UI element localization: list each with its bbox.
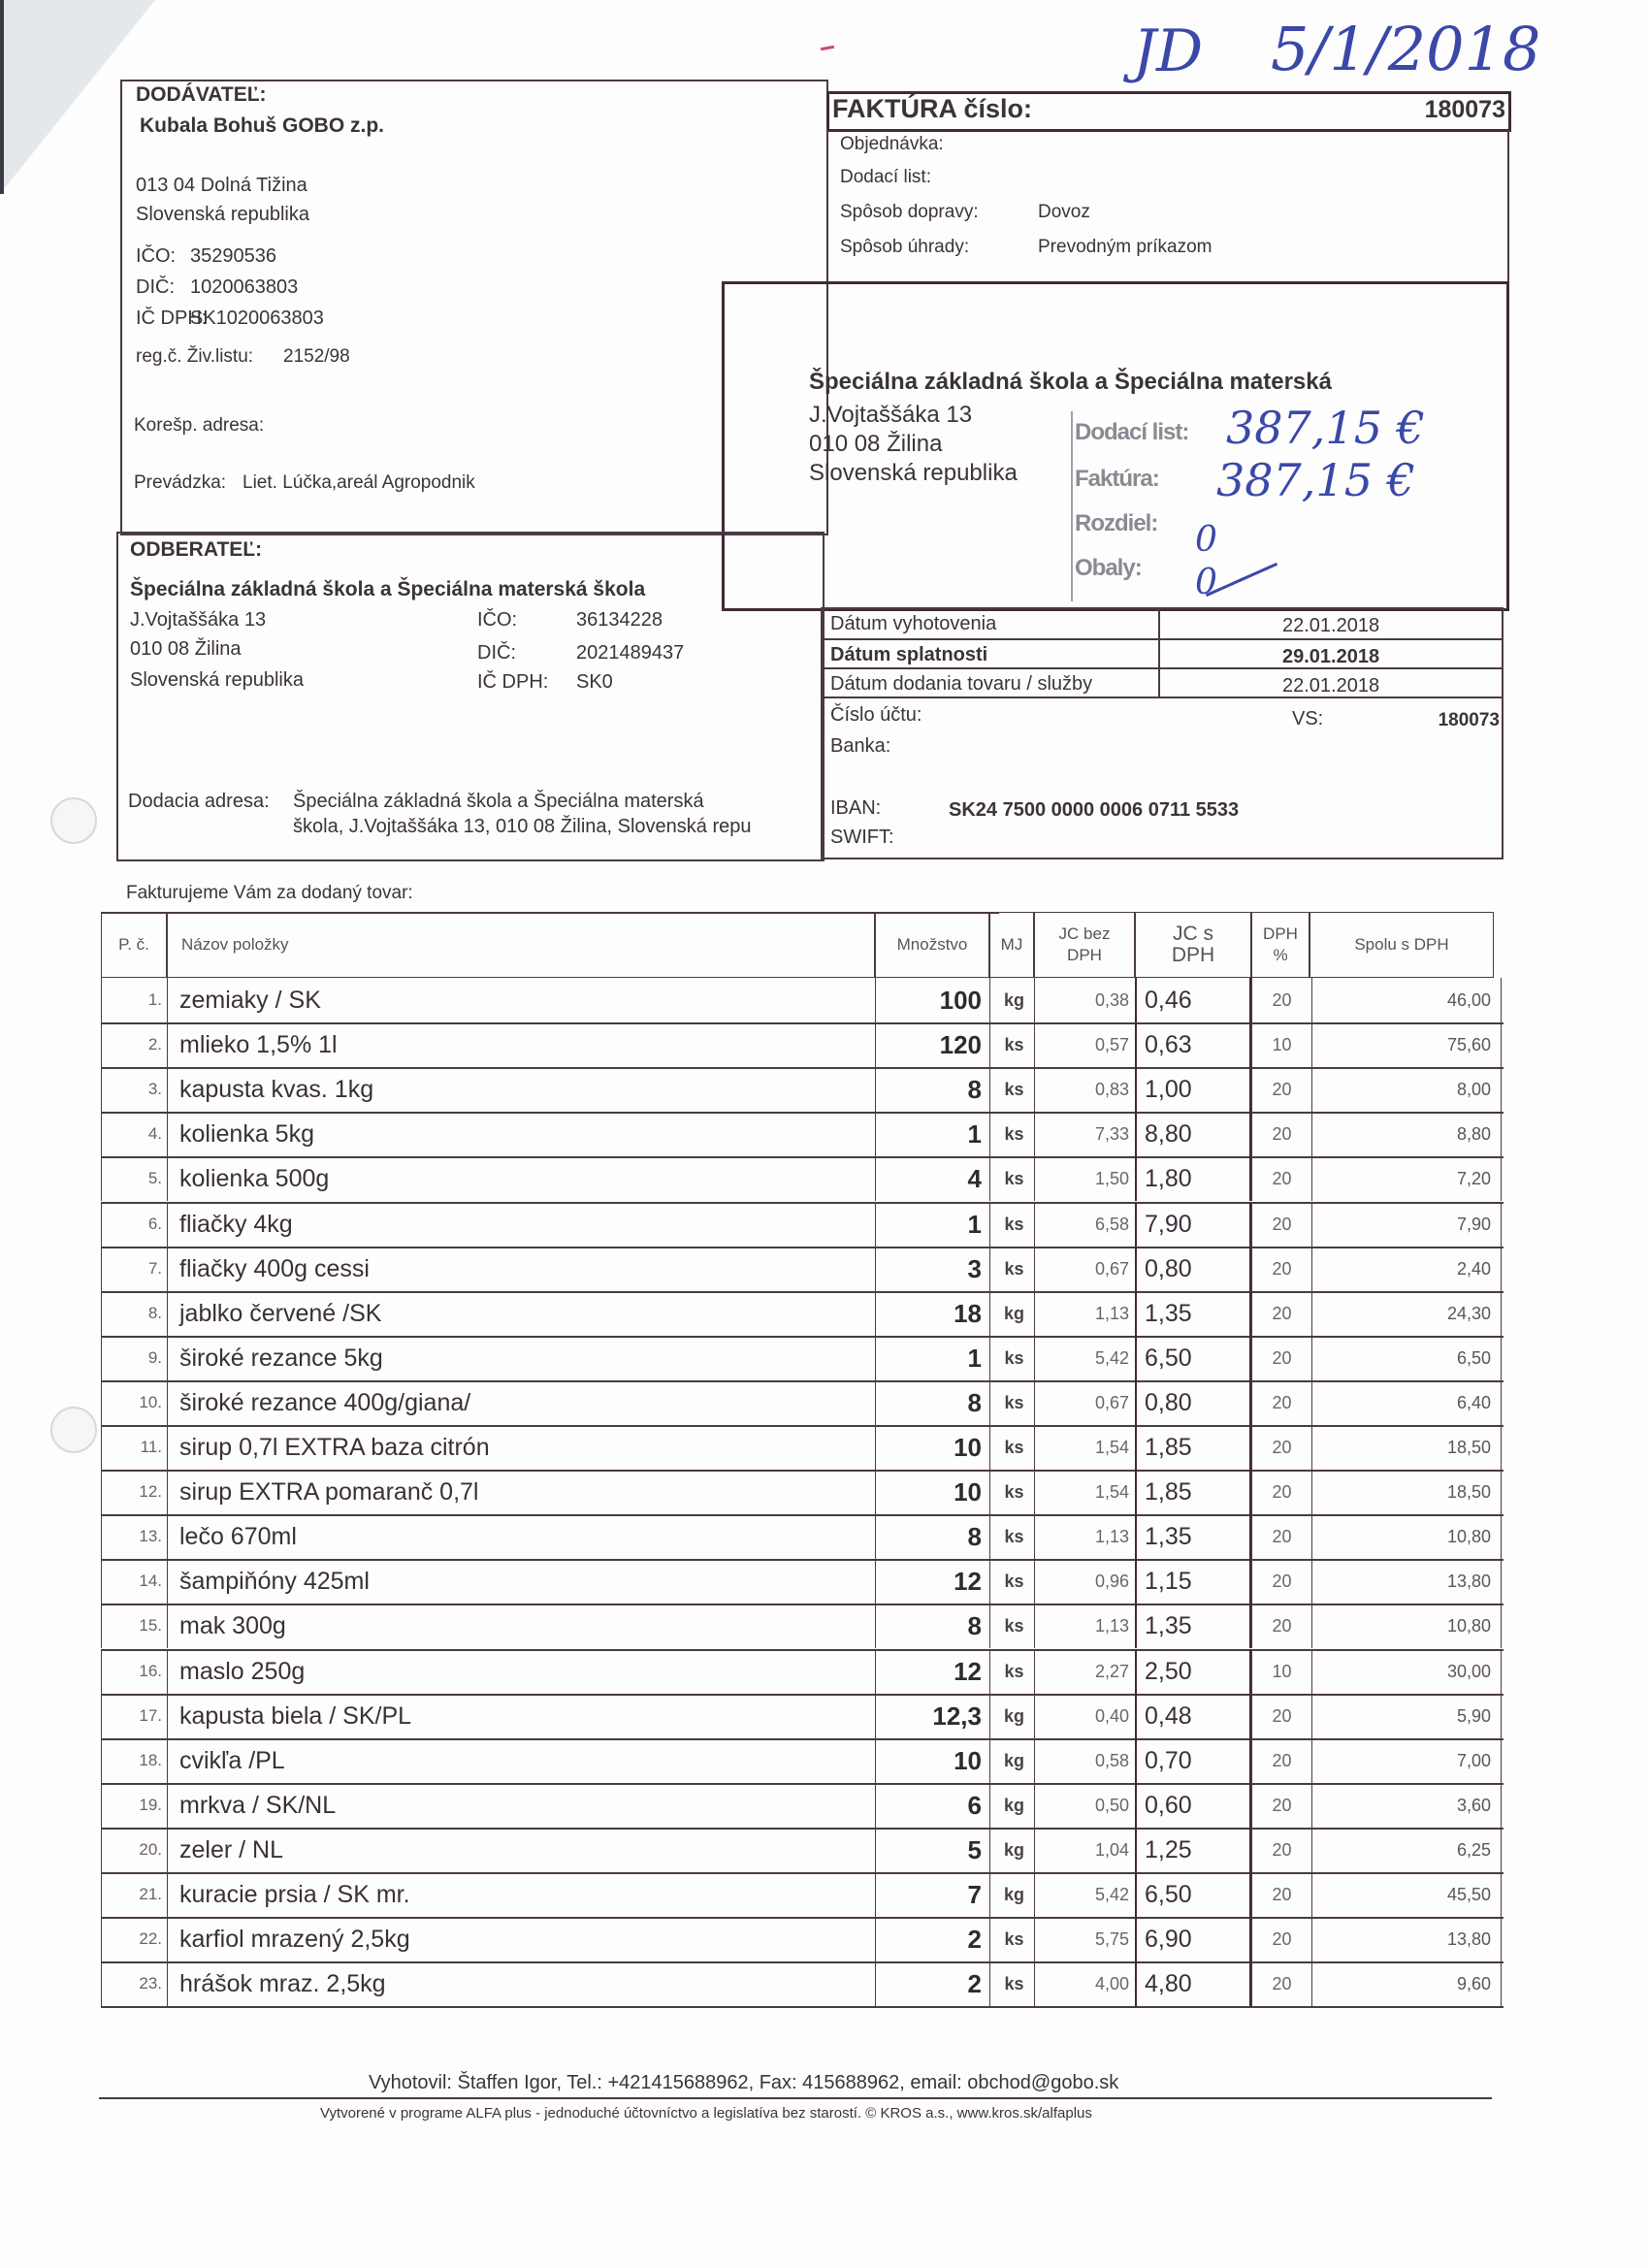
cell-name: šampiňóny 425ml bbox=[167, 1559, 875, 1604]
cell-jc-s: 6,90 bbox=[1135, 1917, 1251, 1961]
handwritten-obaly-value: 0 bbox=[1195, 563, 1217, 602]
cell-qty: 5 bbox=[875, 1828, 989, 1872]
doprava-label: Spôsob dopravy: bbox=[840, 202, 979, 222]
cell-dph: 20 bbox=[1251, 1828, 1311, 1872]
cell-jc-bez: 7,33 bbox=[1034, 1112, 1135, 1156]
cell-qty: 2 bbox=[875, 1961, 989, 2006]
cell-jc-s: 0,70 bbox=[1135, 1738, 1251, 1783]
column-header bbox=[989, 912, 1034, 978]
date-row-divider bbox=[821, 667, 1504, 669]
cell-total: 9,60 bbox=[1311, 1961, 1502, 2006]
recipient-name: Špeciálna základná škola a Špeciálna materská bbox=[809, 369, 1332, 395]
invoice-title: FAKTÚRA číslo: bbox=[832, 94, 1033, 123]
cell-jc-bez: 0,40 bbox=[1034, 1694, 1135, 1738]
cell-pc: 19. bbox=[101, 1783, 167, 1828]
cell-jc-bez: 0,58 bbox=[1034, 1738, 1135, 1783]
cell-jc-bez: 1,54 bbox=[1034, 1470, 1135, 1514]
date-row-divider bbox=[821, 638, 1504, 640]
dodanie-label: Dátum dodania tovaru / služby bbox=[830, 673, 1093, 695]
cell-mj: ks bbox=[989, 1604, 1038, 1648]
column-header bbox=[167, 912, 875, 978]
cell-total: 30,00 bbox=[1311, 1649, 1502, 1694]
cell-jc-bez: 1,13 bbox=[1034, 1291, 1135, 1336]
cell-qty: 100 bbox=[875, 978, 989, 1022]
cell-jc-s: 1,85 bbox=[1135, 1425, 1251, 1470]
handwritten-dodaci-value: 387,15 € bbox=[1226, 402, 1425, 454]
handwritten-rozdiel-value: 0 bbox=[1195, 520, 1217, 560]
cell-dph: 20 bbox=[1251, 1559, 1311, 1604]
cell-jc-s: 0,60 bbox=[1135, 1783, 1251, 1828]
column-header-qty: Množstvo bbox=[896, 935, 968, 954]
cell-jc-bez: 6,58 bbox=[1034, 1202, 1135, 1247]
cell-pc: 9. bbox=[101, 1336, 167, 1380]
cell-jc-bez: 4,00 bbox=[1034, 1961, 1135, 2006]
column-header-jc-bez-2: DPH bbox=[1067, 946, 1102, 964]
cell-mj: kg bbox=[989, 1291, 1038, 1336]
cell-jc-bez: 1,13 bbox=[1034, 1604, 1135, 1648]
cell-pc: 13. bbox=[101, 1514, 167, 1559]
cell-pc: 21. bbox=[101, 1872, 167, 1917]
column-header-jc-s-1: JC s bbox=[1173, 923, 1213, 945]
customer-country: Slovenská republika bbox=[130, 669, 304, 691]
cell-total: 24,30 bbox=[1311, 1291, 1502, 1336]
cell-qty: 8 bbox=[875, 1514, 989, 1559]
cell-total: 3,60 bbox=[1311, 1783, 1502, 1828]
supplier-dic: 1020063803 bbox=[190, 276, 299, 298]
supplier-dic-label: DIČ: bbox=[136, 276, 175, 298]
cell-jc-s: 6,50 bbox=[1135, 1336, 1251, 1380]
customer-name: Špeciálna základná škola a Špeciálna materská škola bbox=[130, 578, 646, 600]
cell-mj: kg bbox=[989, 1872, 1038, 1917]
customer-icdph: SK0 bbox=[576, 671, 613, 693]
footer-prepared-by: Vyhotovil: Štaffen Igor, Tel.: +421415688962, Fax: 415688962, email: obchod@gobo.sk bbox=[369, 2072, 1119, 2093]
cell-name: karfiol mrazený 2,5kg bbox=[167, 1917, 875, 1961]
stamp-rozdiel-label: Rozdiel: bbox=[1075, 510, 1158, 536]
column-header bbox=[1251, 912, 1310, 978]
cell-dph: 20 bbox=[1251, 1917, 1311, 1961]
cell-mj: ks bbox=[989, 1156, 1038, 1201]
supplier-prevadzka-label: Prevádzka: bbox=[134, 472, 227, 493]
scan-edge bbox=[0, 0, 4, 194]
cell-name: hrášok mraz. 2,5kg bbox=[167, 1961, 875, 2006]
cell-total: 7,20 bbox=[1311, 1156, 1502, 1201]
cell-total: 7,00 bbox=[1311, 1738, 1502, 1783]
cell-name: mlieko 1,5% 1l bbox=[167, 1022, 875, 1067]
cell-name: kolienka 500g bbox=[167, 1156, 875, 1201]
date-col-divider bbox=[1158, 607, 1160, 698]
cell-name: sirup 0,7l EXTRA baza citrón bbox=[167, 1425, 875, 1470]
cell-qty: 2 bbox=[875, 1917, 989, 1961]
column-header-pc: P. č. bbox=[118, 935, 149, 954]
handwritten-faktura-value: 387,15 € bbox=[1216, 454, 1415, 506]
cell-mj: ks bbox=[989, 1917, 1038, 1961]
cell-qty: 8 bbox=[875, 1380, 989, 1425]
cell-mj: kg bbox=[989, 1738, 1038, 1783]
supplier-icdph: SK1020063803 bbox=[190, 308, 324, 329]
invoice-number: 180073 bbox=[1424, 96, 1505, 123]
cell-jc-s: 4,80 bbox=[1135, 1961, 1251, 2006]
cell-qty: 4 bbox=[875, 1156, 989, 1201]
cell-jc-s: 1,35 bbox=[1135, 1604, 1251, 1648]
cell-jc-s: 0,63 bbox=[1135, 1022, 1251, 1067]
punch-hole bbox=[50, 797, 97, 844]
cell-dph: 20 bbox=[1251, 1067, 1311, 1112]
cell-pc: 1. bbox=[101, 978, 167, 1022]
cell-mj: kg bbox=[989, 1783, 1038, 1828]
supplier-name: Kubala Bohuš GOBO z.p. bbox=[140, 114, 385, 137]
column-header-dph-1: DPH bbox=[1263, 924, 1298, 943]
cell-dph: 20 bbox=[1251, 1336, 1311, 1380]
cell-pc: 22. bbox=[101, 1917, 167, 1961]
dodanie-value: 22.01.2018 bbox=[1282, 675, 1380, 697]
cell-total: 8,80 bbox=[1311, 1112, 1502, 1156]
cell-pc: 6. bbox=[101, 1202, 167, 1247]
cell-dph: 20 bbox=[1251, 1694, 1311, 1738]
cell-mj: ks bbox=[989, 1425, 1038, 1470]
cell-dph: 20 bbox=[1251, 1202, 1311, 1247]
cell-name: lečo 670ml bbox=[167, 1514, 875, 1559]
cell-qty: 1 bbox=[875, 1112, 989, 1156]
cell-jc-bez: 0,96 bbox=[1034, 1559, 1135, 1604]
cell-jc-s: 8,80 bbox=[1135, 1112, 1251, 1156]
cell-pc: 5. bbox=[101, 1156, 167, 1201]
punch-hole bbox=[50, 1407, 97, 1453]
cell-total: 8,00 bbox=[1311, 1067, 1502, 1112]
cell-name: zemiaky / SK bbox=[167, 978, 875, 1022]
cell-jc-bez: 0,67 bbox=[1034, 1380, 1135, 1425]
handwritten-date: 5/1/2018 bbox=[1271, 14, 1541, 84]
cell-name: široké rezance 5kg bbox=[167, 1336, 875, 1380]
cell-name: jablko červené /SK bbox=[167, 1291, 875, 1336]
cell-jc-s: 1,35 bbox=[1135, 1514, 1251, 1559]
cell-name: fliačky 4kg bbox=[167, 1202, 875, 1247]
supplier-icdph-label: IČ DPH: bbox=[136, 308, 208, 329]
cell-qty: 12,3 bbox=[875, 1694, 989, 1738]
cell-total: 75,60 bbox=[1311, 1022, 1502, 1067]
column-header bbox=[1310, 912, 1494, 978]
cell-jc-bez: 2,27 bbox=[1034, 1649, 1135, 1694]
splatnost-value: 29.01.2018 bbox=[1282, 646, 1380, 667]
vs-value: 180073 bbox=[1438, 710, 1500, 730]
cell-pc: 7. bbox=[101, 1247, 167, 1291]
customer-street: J.Vojtaššáka 13 bbox=[130, 609, 267, 631]
cell-mj: ks bbox=[989, 1112, 1038, 1156]
column-header-jc-s-2: DPH bbox=[1171, 944, 1215, 966]
cell-dph: 20 bbox=[1251, 1156, 1311, 1201]
handwritten-initials: JD bbox=[1133, 17, 1204, 85]
red-mark bbox=[821, 46, 834, 50]
cell-total: 10,80 bbox=[1311, 1514, 1502, 1559]
cell-jc-s: 0,46 bbox=[1135, 978, 1251, 1022]
supplier-heading: DODÁVATEĽ: bbox=[136, 83, 267, 106]
customer-ico: 36134228 bbox=[576, 609, 663, 631]
cell-qty: 1 bbox=[875, 1336, 989, 1380]
cell-qty: 8 bbox=[875, 1604, 989, 1648]
cell-dph: 20 bbox=[1251, 1380, 1311, 1425]
cell-jc-bez: 0,50 bbox=[1034, 1783, 1135, 1828]
cell-name: kolienka 5kg bbox=[167, 1112, 875, 1156]
cell-jc-s: 6,50 bbox=[1135, 1872, 1251, 1917]
recipient-city: 010 08 Žilina bbox=[809, 431, 943, 457]
invoice-box-right bbox=[1507, 130, 1509, 285]
cell-total: 18,50 bbox=[1311, 1425, 1502, 1470]
customer-dic: 2021489437 bbox=[576, 642, 685, 664]
cell-name: kapusta biela / SK/PL bbox=[167, 1694, 875, 1738]
cell-mj: ks bbox=[989, 1022, 1038, 1067]
customer-heading: ODBERATEĽ: bbox=[130, 538, 263, 561]
cell-pc: 12. bbox=[101, 1470, 167, 1514]
cell-jc-bez: 5,42 bbox=[1034, 1872, 1135, 1917]
doprava-value: Dovoz bbox=[1038, 202, 1090, 222]
stamp-border bbox=[1071, 411, 1073, 601]
customer-dic-label: DIČ: bbox=[477, 642, 516, 664]
cell-jc-s: 2,50 bbox=[1135, 1649, 1251, 1694]
cell-name: kapusta kvas. 1kg bbox=[167, 1067, 875, 1112]
cell-name: mrkva / SK/NL bbox=[167, 1783, 875, 1828]
iban-value: SK24 7500 0000 0006 0711 5533 bbox=[949, 799, 1240, 821]
column-header-name: Názov položky bbox=[181, 935, 289, 954]
cell-mj: ks bbox=[989, 1067, 1038, 1112]
cell-mj: ks bbox=[989, 1649, 1038, 1694]
cell-dph: 20 bbox=[1251, 1425, 1311, 1470]
cell-pc: 14. bbox=[101, 1559, 167, 1604]
cell-jc-s: 0,80 bbox=[1135, 1380, 1251, 1425]
cell-qty: 8 bbox=[875, 1067, 989, 1112]
cell-name: fliačky 400g cessi bbox=[167, 1247, 875, 1291]
cell-qty: 10 bbox=[875, 1470, 989, 1514]
swift-label: SWIFT: bbox=[830, 826, 894, 848]
cell-qty: 12 bbox=[875, 1559, 989, 1604]
recipient-country: Slovenská republika bbox=[809, 460, 1018, 486]
uhrada-value: Prevodným príkazom bbox=[1038, 237, 1212, 257]
stamp-obaly-label: Obaly: bbox=[1075, 555, 1142, 581]
column-header-total: Spolu s DPH bbox=[1354, 935, 1449, 954]
cell-mj: kg bbox=[989, 1694, 1038, 1738]
cell-jc-bez: 1,54 bbox=[1034, 1425, 1135, 1470]
cell-name: kuracie prsia / SK mr. bbox=[167, 1872, 875, 1917]
cell-qty: 12 bbox=[875, 1649, 989, 1694]
cell-jc-bez: 0,67 bbox=[1034, 1247, 1135, 1291]
supplier-reg-label: reg.č. Živ.listu: bbox=[136, 346, 254, 367]
cell-jc-s: 0,80 bbox=[1135, 1247, 1251, 1291]
items-intro: Fakturujeme Vám za dodaný tovar: bbox=[126, 883, 413, 903]
invoice-box-left bbox=[826, 130, 828, 285]
cell-pc: 4. bbox=[101, 1112, 167, 1156]
cell-pc: 17. bbox=[101, 1694, 167, 1738]
cell-dph: 20 bbox=[1251, 1247, 1311, 1291]
cell-qty: 18 bbox=[875, 1291, 989, 1336]
banka-label: Banka: bbox=[830, 735, 891, 757]
delivery-line2: škola, J.Vojtaššáka 13, 010 08 Žilina, Slovenská repu bbox=[293, 816, 752, 837]
cell-name: mak 300g bbox=[167, 1604, 875, 1648]
cell-jc-bez: 5,75 bbox=[1034, 1917, 1135, 1961]
cell-pc: 8. bbox=[101, 1291, 167, 1336]
cell-jc-bez: 5,42 bbox=[1034, 1336, 1135, 1380]
supplier-koresp-label: Korešp. adresa: bbox=[134, 415, 265, 436]
column-header-dph-2: % bbox=[1273, 946, 1288, 964]
ucet-label: Číslo účtu: bbox=[830, 704, 922, 726]
cell-name: široké rezance 400g/giana/ bbox=[167, 1380, 875, 1425]
column-header-mj: MJ bbox=[1000, 935, 1023, 954]
column-header bbox=[101, 912, 167, 978]
supplier-ico-label: IČO: bbox=[136, 245, 177, 267]
delivery-label: Dodacia adresa: bbox=[128, 791, 270, 812]
cell-dph: 20 bbox=[1251, 1514, 1311, 1559]
cell-total: 18,50 bbox=[1311, 1470, 1502, 1514]
objednavka-label: Objednávka: bbox=[840, 134, 944, 154]
cell-pc: 2. bbox=[101, 1022, 167, 1067]
cell-total: 2,40 bbox=[1311, 1247, 1502, 1291]
cell-qty: 7 bbox=[875, 1872, 989, 1917]
cell-total: 13,80 bbox=[1311, 1917, 1502, 1961]
cell-total: 6,25 bbox=[1311, 1828, 1502, 1872]
cell-pc: 15. bbox=[101, 1604, 167, 1648]
cell-dph: 20 bbox=[1251, 1783, 1311, 1828]
cell-dph: 20 bbox=[1251, 1604, 1311, 1648]
cell-name: sirup EXTRA pomaranč 0,7l bbox=[167, 1470, 875, 1514]
vs-label: VS: bbox=[1292, 708, 1324, 729]
supplier-country: Slovenská republika bbox=[136, 204, 309, 225]
cell-mj: ks bbox=[989, 1514, 1038, 1559]
stamp-dodaci-label: Dodací list: bbox=[1075, 419, 1189, 445]
cell-dph: 20 bbox=[1251, 978, 1311, 1022]
recipient-street: J.Vojtaššáka 13 bbox=[809, 402, 973, 428]
cell-jc-bez: 1,04 bbox=[1034, 1828, 1135, 1872]
dodaci-list-label: Dodací list: bbox=[840, 167, 931, 187]
cell-dph: 10 bbox=[1251, 1649, 1311, 1694]
cell-total: 10,80 bbox=[1311, 1604, 1502, 1648]
cell-mj: ks bbox=[989, 1961, 1038, 2006]
vyhotovenie-label: Dátum vyhotovenia bbox=[830, 613, 997, 634]
cell-name: zeler / NL bbox=[167, 1828, 875, 1872]
cell-qty: 120 bbox=[875, 1022, 989, 1067]
cell-mj: ks bbox=[989, 1247, 1038, 1291]
cell-pc: 3. bbox=[101, 1067, 167, 1112]
cell-qty: 6 bbox=[875, 1783, 989, 1828]
uhrada-label: Spôsob úhrady: bbox=[840, 237, 970, 257]
cell-jc-s: 7,90 bbox=[1135, 1202, 1251, 1247]
cell-mj: ks bbox=[989, 1559, 1038, 1604]
cell-dph: 20 bbox=[1251, 1961, 1311, 2006]
cell-jc-bez: 0,83 bbox=[1034, 1067, 1135, 1112]
cell-name: maslo 250g bbox=[167, 1649, 875, 1694]
customer-city: 010 08 Žilina bbox=[130, 638, 242, 660]
cell-mj: ks bbox=[989, 1380, 1038, 1425]
date-row-divider bbox=[821, 697, 1504, 698]
column-header bbox=[875, 912, 989, 978]
customer-ico-label: IČO: bbox=[477, 609, 518, 631]
iban-label: IBAN: bbox=[830, 797, 882, 819]
cell-total: 13,80 bbox=[1311, 1559, 1502, 1604]
supplier-address: 013 04 Dolná Tižina bbox=[136, 175, 307, 196]
cell-jc-bez: 0,38 bbox=[1034, 978, 1135, 1022]
cell-mj: kg bbox=[989, 978, 1038, 1022]
cell-pc: 18. bbox=[101, 1738, 167, 1783]
cell-mj: ks bbox=[989, 1202, 1038, 1247]
table-top-border bbox=[101, 912, 999, 914]
cell-qty: 3 bbox=[875, 1247, 989, 1291]
cell-dph: 20 bbox=[1251, 1291, 1311, 1336]
column-header bbox=[1034, 912, 1135, 978]
cell-pc: 16. bbox=[101, 1649, 167, 1694]
cell-dph: 20 bbox=[1251, 1470, 1311, 1514]
cell-total: 45,50 bbox=[1311, 1872, 1502, 1917]
cell-jc-s: 1,35 bbox=[1135, 1291, 1251, 1336]
cell-jc-bez: 1,13 bbox=[1034, 1514, 1135, 1559]
cell-mj: ks bbox=[989, 1470, 1038, 1514]
cell-pc: 23. bbox=[101, 1961, 167, 2006]
vyhotovenie-value: 22.01.2018 bbox=[1282, 615, 1380, 636]
cell-jc-s: 1,15 bbox=[1135, 1559, 1251, 1604]
footer-software: Vytvorené v programe ALFA plus - jednoduché účtovníctvo a legislatíva bez starostí. © KROS a.s., www.kros.sk/alfaplus bbox=[320, 2105, 1092, 2122]
cell-jc-bez: 1,50 bbox=[1034, 1156, 1135, 1201]
column-header-jc-bez-1: JC bez bbox=[1058, 924, 1111, 943]
cell-jc-s: 1,00 bbox=[1135, 1067, 1251, 1112]
cell-jc-bez: 0,57 bbox=[1034, 1022, 1135, 1067]
footer-divider bbox=[99, 2097, 1492, 2099]
cell-mj: ks bbox=[989, 1336, 1038, 1380]
cell-jc-s: 1,80 bbox=[1135, 1156, 1251, 1201]
cell-dph: 10 bbox=[1251, 1022, 1311, 1067]
cell-total: 46,00 bbox=[1311, 978, 1502, 1022]
cell-dph: 20 bbox=[1251, 1738, 1311, 1783]
splatnost-label: Dátum splatnosti bbox=[830, 644, 988, 665]
delivery-line1: Špeciálna základná škola a Špeciálna materská bbox=[293, 791, 704, 812]
row-divider bbox=[101, 2006, 1504, 2008]
cell-total: 7,90 bbox=[1311, 1202, 1502, 1247]
cell-jc-s: 0,48 bbox=[1135, 1694, 1251, 1738]
cell-pc: 10. bbox=[101, 1380, 167, 1425]
supplier-prevadzka: Liet. Lúčka,areál Agropodnik bbox=[242, 472, 475, 493]
cell-pc: 11. bbox=[101, 1425, 167, 1470]
cell-dph: 20 bbox=[1251, 1872, 1311, 1917]
cell-mj: kg bbox=[989, 1828, 1038, 1872]
cell-qty: 1 bbox=[875, 1202, 989, 1247]
cell-jc-s: 1,25 bbox=[1135, 1828, 1251, 1872]
supplier-ico: 35290536 bbox=[190, 245, 276, 267]
cell-pc: 20. bbox=[101, 1828, 167, 1872]
cell-dph: 20 bbox=[1251, 1112, 1311, 1156]
column-header bbox=[1135, 912, 1251, 978]
cell-qty: 10 bbox=[875, 1738, 989, 1783]
cell-total: 6,50 bbox=[1311, 1336, 1502, 1380]
cell-name: cvikľa /PL bbox=[167, 1738, 875, 1783]
cell-jc-s: 1,85 bbox=[1135, 1470, 1251, 1514]
supplier-reg: 2152/98 bbox=[283, 346, 350, 367]
customer-icdph-label: IČ DPH: bbox=[477, 671, 549, 693]
cell-qty: 10 bbox=[875, 1425, 989, 1470]
cell-total: 6,40 bbox=[1311, 1380, 1502, 1425]
stamp-faktura-label: Faktúra: bbox=[1075, 466, 1159, 492]
cell-total: 5,90 bbox=[1311, 1694, 1502, 1738]
